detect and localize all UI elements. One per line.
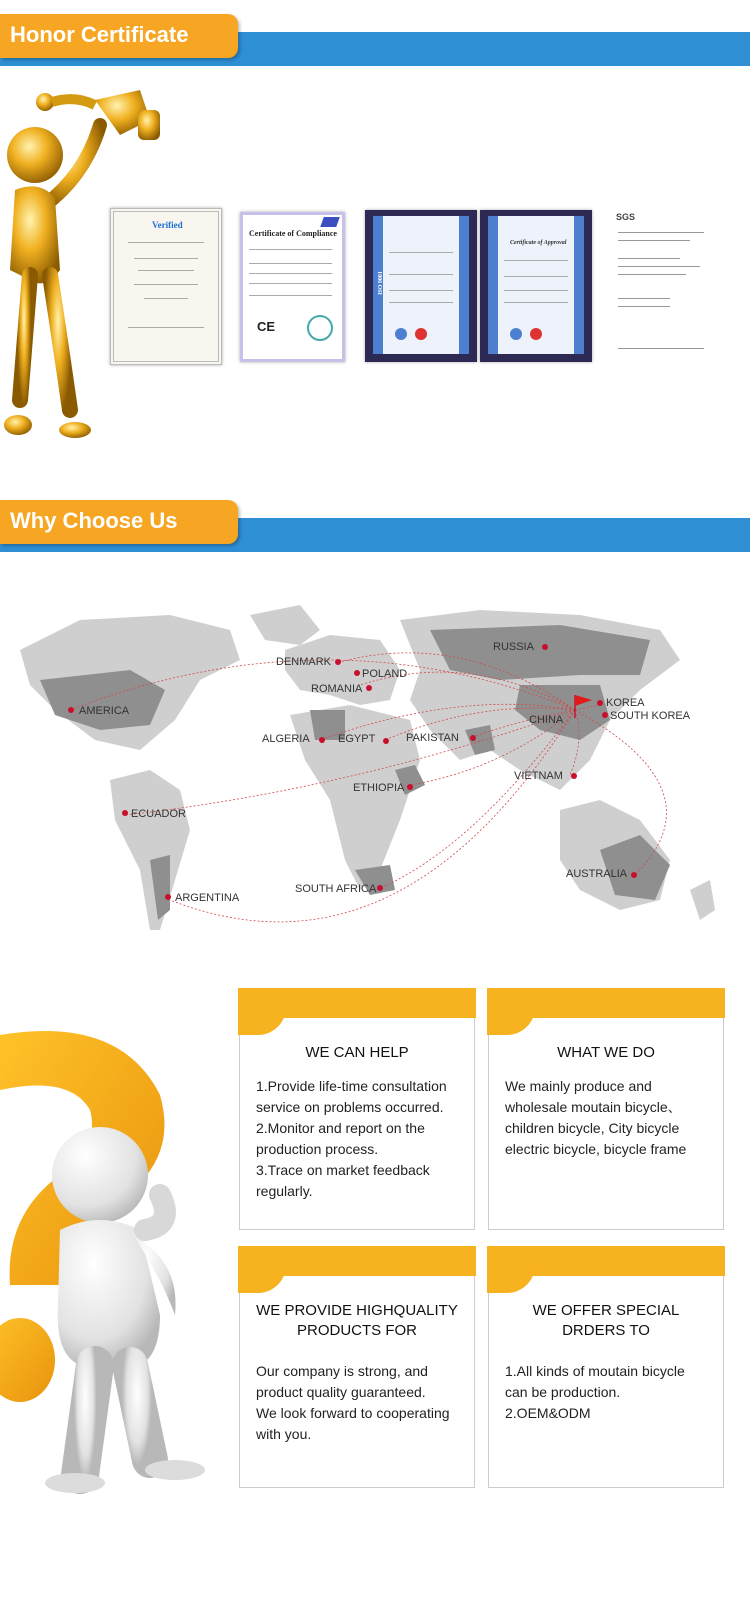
cert-text-line xyxy=(389,302,453,303)
marker-romania xyxy=(366,685,372,691)
card-tab-curve xyxy=(238,1007,286,1035)
card-line: We look forward to cooperating xyxy=(256,1405,450,1421)
label-australia: AUSTRALIA xyxy=(566,868,628,880)
marker-poland xyxy=(354,670,360,676)
banner-tab xyxy=(0,14,238,58)
cert-text-line xyxy=(134,284,198,285)
cert-text-line xyxy=(618,348,704,349)
card-tab-curve xyxy=(487,1265,535,1293)
card-title-line: WE PROVIDE HIGHQUALITY xyxy=(256,1302,458,1319)
iaf-logo-icon xyxy=(510,328,522,340)
card-title: WE CAN HELP xyxy=(305,1044,409,1061)
iaf-logo-icon xyxy=(395,328,407,340)
cert-text-line xyxy=(618,274,686,275)
certificate-approval xyxy=(480,210,592,362)
cert-text-line xyxy=(504,302,568,303)
card-line: 3.Trace on market feedback xyxy=(256,1162,430,1178)
label-egypt: EGYPT xyxy=(338,733,376,745)
marker-korea xyxy=(597,700,603,706)
cert-text-line xyxy=(249,263,332,264)
label-argentina: ARGENTINA xyxy=(175,892,240,904)
label-algeria: ALGERIA xyxy=(262,733,310,745)
label-russia: RUSSIA xyxy=(493,641,534,653)
card-we-offer xyxy=(488,1248,724,1488)
label-romania: ROMANIA xyxy=(311,683,363,695)
certificate-verified xyxy=(110,208,222,365)
card-line: electric bicycle, bicycle frame xyxy=(505,1141,687,1157)
cert-text-line xyxy=(389,274,453,275)
card-we-provide xyxy=(239,1248,475,1488)
label-korea: KOREA xyxy=(606,697,645,709)
why-choose-us-title: Why Choose Us xyxy=(10,508,178,533)
cert-text-line xyxy=(138,270,194,271)
marker-argentina xyxy=(165,894,171,900)
why-choose-us-banner xyxy=(0,500,750,548)
cert-text-line xyxy=(144,298,188,299)
label-pakistan: PAKISTAN xyxy=(406,732,459,744)
cert-text-line xyxy=(128,242,204,243)
card-tab-curve xyxy=(487,1007,535,1035)
label-poland: POLAND xyxy=(362,668,408,680)
cert-text-line xyxy=(618,306,670,307)
card-title: WHAT WE DO xyxy=(557,1044,655,1061)
compliance-title: Certificate of Compliance xyxy=(249,229,337,238)
card-line: product quality guaranteed. xyxy=(256,1384,426,1400)
label-south-africa: SOUTH AFRICA xyxy=(295,883,377,895)
cert-text-line xyxy=(134,258,198,259)
marker-vietnam xyxy=(571,773,577,779)
seal-icon xyxy=(415,328,427,340)
compliance-logo-icon xyxy=(320,217,340,227)
marker-egypt xyxy=(383,738,389,744)
label-ecuador: ECUADOR xyxy=(131,808,187,820)
cert-text-line xyxy=(618,240,690,241)
cert-text-line xyxy=(389,252,453,253)
seal-icon xyxy=(530,328,542,340)
marker-ethiopia xyxy=(407,784,413,790)
cert-text-line xyxy=(618,232,704,233)
card-title-line: PRODUCTS FOR xyxy=(297,1322,417,1339)
label-china: CHINA xyxy=(529,714,564,726)
label-america: AMERICA xyxy=(79,705,130,717)
card-body xyxy=(505,1361,713,1424)
card-line: regularly. xyxy=(256,1183,313,1199)
certificate-iso-1 xyxy=(365,210,477,362)
card-line: 2.OEM&ODM xyxy=(505,1405,591,1421)
marker-pakistan xyxy=(470,735,476,741)
certificate-sgs xyxy=(612,208,710,358)
label-denmark: DENMARK xyxy=(276,656,332,668)
card-line: service on problems occurred. xyxy=(256,1099,444,1115)
card-line: children bicycle, City bicycle xyxy=(505,1120,680,1136)
card-line: Our company is strong, and xyxy=(256,1363,428,1379)
label-vietnam: VIETNAM xyxy=(514,770,563,782)
card-line: wholesale moutain bicycle、 xyxy=(505,1099,682,1115)
marker-denmark xyxy=(335,659,341,665)
certificate-compliance xyxy=(240,212,345,362)
cert-text-line xyxy=(249,283,332,284)
cert-text-line xyxy=(618,266,700,267)
marker-south-africa xyxy=(377,885,383,891)
marker-russia xyxy=(542,644,548,650)
card-line: 1.All kinds of moutain bicycle xyxy=(505,1363,685,1379)
approval-title: Certificate of Approval xyxy=(510,240,567,246)
marker-algeria xyxy=(319,737,325,743)
card-line: 2.Monitor and report on the xyxy=(256,1120,425,1136)
cert-text-line xyxy=(504,290,568,291)
card-line: with you. xyxy=(256,1426,312,1442)
honor-certificate-banner xyxy=(0,14,750,62)
card-body xyxy=(256,1076,464,1202)
card-tab-curve xyxy=(238,1265,286,1293)
marker-america xyxy=(68,707,74,713)
card-title-line: WE OFFER SPECIAL xyxy=(532,1302,680,1319)
sgs-label: SGS xyxy=(616,212,636,222)
question-mark-figure xyxy=(0,1015,240,1495)
cert-text-line xyxy=(618,258,680,259)
cert-text-line xyxy=(249,295,332,296)
card-what-we-do xyxy=(488,990,724,1230)
card-line: We mainly produce and xyxy=(505,1078,652,1094)
cert-text-line xyxy=(389,290,453,291)
card-line: production process. xyxy=(256,1141,379,1157)
iso-label: ISO 9001 xyxy=(377,271,384,295)
card-we-can-help xyxy=(239,990,475,1230)
card-title xyxy=(489,1301,723,1341)
banner-tab xyxy=(0,500,238,544)
honor-certificate-title: Honor Certificate xyxy=(10,22,189,47)
label-ethiopia: ETHIOPIA xyxy=(353,782,405,794)
marker-south-korea xyxy=(602,712,608,718)
card-line: 1.Provide life-time consultation xyxy=(256,1078,447,1094)
cert-text-line xyxy=(504,276,568,277)
cert-text-line xyxy=(249,273,332,274)
world-map xyxy=(0,590,750,960)
cert-text-line xyxy=(249,249,332,250)
card-title xyxy=(240,1301,474,1341)
ce-mark-icon: CE xyxy=(257,319,276,334)
card-title-line: DRDERS TO xyxy=(562,1322,650,1339)
card-body xyxy=(256,1361,464,1445)
label-south-korea: SOUTH KOREA xyxy=(610,710,691,722)
cert-text-line xyxy=(618,298,670,299)
cert-text-line xyxy=(504,260,568,261)
card-line: can be production. xyxy=(505,1384,621,1400)
figure-head xyxy=(52,1127,148,1223)
compliance-seal-icon xyxy=(307,315,333,341)
marker-ecuador xyxy=(122,810,128,816)
card-body xyxy=(505,1076,713,1160)
cert-text-line xyxy=(128,327,204,328)
verified-label: Verified xyxy=(152,220,183,230)
marker-australia xyxy=(631,872,637,878)
